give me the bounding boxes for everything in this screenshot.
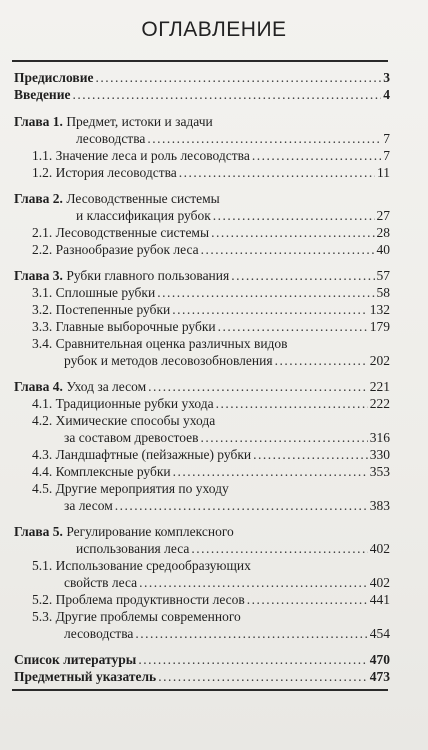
entry-label-cont: за лесом [64, 498, 113, 513]
toc-section-4-2[interactable] [64, 430, 390, 447]
toc-section-3-4-heading[interactable] [32, 336, 288, 353]
toc-section-2-1[interactable] [32, 225, 390, 242]
chapter-title: Уход за лесом [66, 379, 147, 394]
entry-page: 11 [377, 165, 390, 180]
entry-label: 3.2. Постепенные рубки [32, 302, 171, 317]
leader-dots [179, 165, 375, 181]
entry-label-cont: рубок и методов лесовозобновления [64, 353, 273, 368]
chapter-title-cont: и классификация рубок [76, 208, 211, 223]
entry-label: Введение [14, 87, 71, 102]
entry-label: 3.3. Главные выборочные рубки [32, 319, 216, 334]
toc-chapter-3[interactable] [14, 268, 390, 285]
entry-page: 7 [383, 148, 390, 163]
leader-dots [173, 464, 368, 480]
entry-label-cont: свойств леса [64, 575, 138, 590]
entry-page: 402 [369, 575, 390, 590]
chapter-number: Глава 2. [14, 191, 63, 206]
leader-dots [72, 87, 381, 103]
entry-label: 5.1. Использование средообразующих [32, 558, 251, 573]
entry-page: 58 [376, 285, 390, 300]
entry-page: 454 [369, 626, 390, 641]
toc-section-1-1[interactable] [32, 148, 390, 165]
toc-section-4-1[interactable] [32, 396, 390, 413]
entry-page: 441 [369, 592, 390, 607]
leader-dots [138, 652, 367, 668]
entry-page: 222 [369, 396, 390, 411]
toc-section-2-2[interactable] [32, 242, 390, 259]
toc-section-4-5[interactable] [64, 498, 390, 515]
leader-dots [213, 208, 375, 224]
entry-label: 4.4. Комплексные рубки [32, 464, 171, 479]
leader-dots [201, 430, 368, 446]
entry-page: 57 [376, 268, 390, 283]
chapter-heading [14, 379, 146, 395]
chapter-number: Глава 1. [14, 114, 63, 129]
entry-label: 3.4. Сравнительная оценка различных видов [32, 336, 288, 351]
entry-page: 470 [369, 652, 390, 667]
entry-label: Предметный указатель [14, 669, 157, 684]
chapter-title: Предмет, истоки и задачи [66, 114, 213, 129]
entry-page: 40 [376, 242, 390, 257]
toc-subject-index[interactable] [14, 669, 390, 686]
toc-section-1-2[interactable] [32, 165, 390, 182]
entry-page: 132 [369, 302, 390, 317]
entry-label: Предисловие [14, 70, 94, 85]
entry-page: 28 [376, 225, 390, 240]
entry-label: 2.1. Лесоводственные системы [32, 225, 210, 240]
toc-section-4-2-heading[interactable] [32, 413, 215, 430]
entry-page: 7 [383, 131, 390, 146]
leader-dots [139, 575, 368, 591]
entry-page: 202 [369, 353, 390, 368]
entry-page: 179 [369, 319, 390, 334]
toc-section-5-3-heading[interactable] [32, 609, 241, 626]
entry-page: 27 [376, 208, 390, 223]
leader-dots [115, 498, 368, 514]
toc-section-5-1[interactable] [64, 575, 390, 592]
leader-dots [211, 225, 374, 241]
chapter-title: Лесоводственные системы [66, 191, 220, 206]
chapter-title: Регулирование комплексного [66, 524, 234, 539]
entry-label: 1.1. Значение леса и роль лесоводства [32, 148, 250, 163]
entry-label-cont: за составом древостоев [64, 430, 199, 445]
leader-dots [148, 379, 368, 395]
entry-label: 1.2. История лесоводства [32, 165, 177, 180]
toc-section-4-5-heading[interactable] [32, 481, 229, 498]
toc-chapter-1[interactable] [76, 131, 390, 148]
toc-chapter-5[interactable] [76, 541, 390, 558]
entry-page: 3 [383, 70, 390, 85]
toc-chapter-2-heading[interactable] [14, 191, 220, 208]
entry-page: 330 [369, 447, 390, 462]
bottom-rule [12, 689, 388, 691]
page-title: ОГЛАВЛЕНИЕ [141, 18, 287, 41]
leader-dots [275, 353, 368, 369]
toc-section-4-4[interactable] [32, 464, 390, 481]
toc-chapter-4[interactable] [14, 379, 390, 396]
toc-chapter-2[interactable] [76, 208, 390, 225]
toc-section-3-4[interactable] [64, 353, 390, 370]
entry-page: 4 [383, 87, 390, 102]
toc-chapter-5-heading[interactable] [14, 524, 234, 541]
entry-page: 316 [369, 430, 390, 445]
leader-dots [172, 302, 368, 318]
leader-dots [201, 242, 375, 258]
toc-section-5-3[interactable] [64, 626, 390, 643]
entry-page: 402 [369, 541, 390, 556]
entry-label: Список литературы [14, 652, 137, 667]
toc-references[interactable] [14, 652, 390, 669]
entry-label: 4.2. Химические способы ухода [32, 413, 216, 428]
leader-dots [253, 447, 368, 463]
entry-label: 2.2. Разнообразие рубок леса [32, 242, 199, 257]
toc-section-5-2[interactable] [32, 592, 390, 609]
chapter-title-cont: лесоводства [76, 131, 146, 146]
chapter-heading [14, 268, 229, 284]
entry-page: 221 [369, 379, 390, 394]
leader-dots [147, 131, 381, 147]
entry-label: 5.3. Другие проблемы современного [32, 609, 241, 624]
entry-label: 3.1. Сплошные рубки [32, 285, 156, 300]
entry-page: 353 [369, 464, 390, 479]
chapter-title: Рубки главного пользования [66, 268, 230, 283]
toc-section-3-3[interactable] [32, 319, 390, 336]
toc-chapter-1-heading[interactable] [14, 114, 213, 131]
leader-dots [135, 626, 367, 642]
leader-dots [191, 541, 367, 557]
entry-label: 4.3. Ландшафтные (пейзажные) рубки [32, 447, 252, 462]
toc-preface[interactable] [14, 70, 390, 87]
entry-label-cont: лесоводства [64, 626, 134, 641]
leader-dots [158, 669, 368, 685]
entry-label: 4.5. Другие мероприятия по уходу [32, 481, 229, 496]
toc-section-4-3[interactable] [32, 447, 390, 464]
leader-dots [231, 268, 374, 284]
leader-dots [218, 319, 368, 335]
leader-dots [252, 148, 381, 164]
chapter-title-cont: использования леса [76, 541, 190, 556]
chapter-number: Глава 5. [14, 524, 63, 539]
entry-page: 383 [369, 498, 390, 513]
entry-label: 4.1. Традиционные рубки ухода [32, 396, 214, 411]
toc-intro[interactable] [14, 87, 390, 104]
chapter-number: Глава 4. [14, 379, 63, 394]
leader-dots [247, 592, 368, 608]
toc-section-3-1[interactable] [32, 285, 390, 302]
entry-page: 473 [369, 669, 390, 684]
toc-section-3-2[interactable] [32, 302, 390, 319]
toc-section-5-1-heading[interactable] [32, 558, 251, 575]
entry-label: 5.2. Проблема продуктивности лесов [32, 592, 245, 607]
chapter-number: Глава 3. [14, 268, 63, 283]
leader-dots [216, 396, 368, 412]
leader-dots [157, 285, 374, 301]
leader-dots [95, 70, 381, 86]
